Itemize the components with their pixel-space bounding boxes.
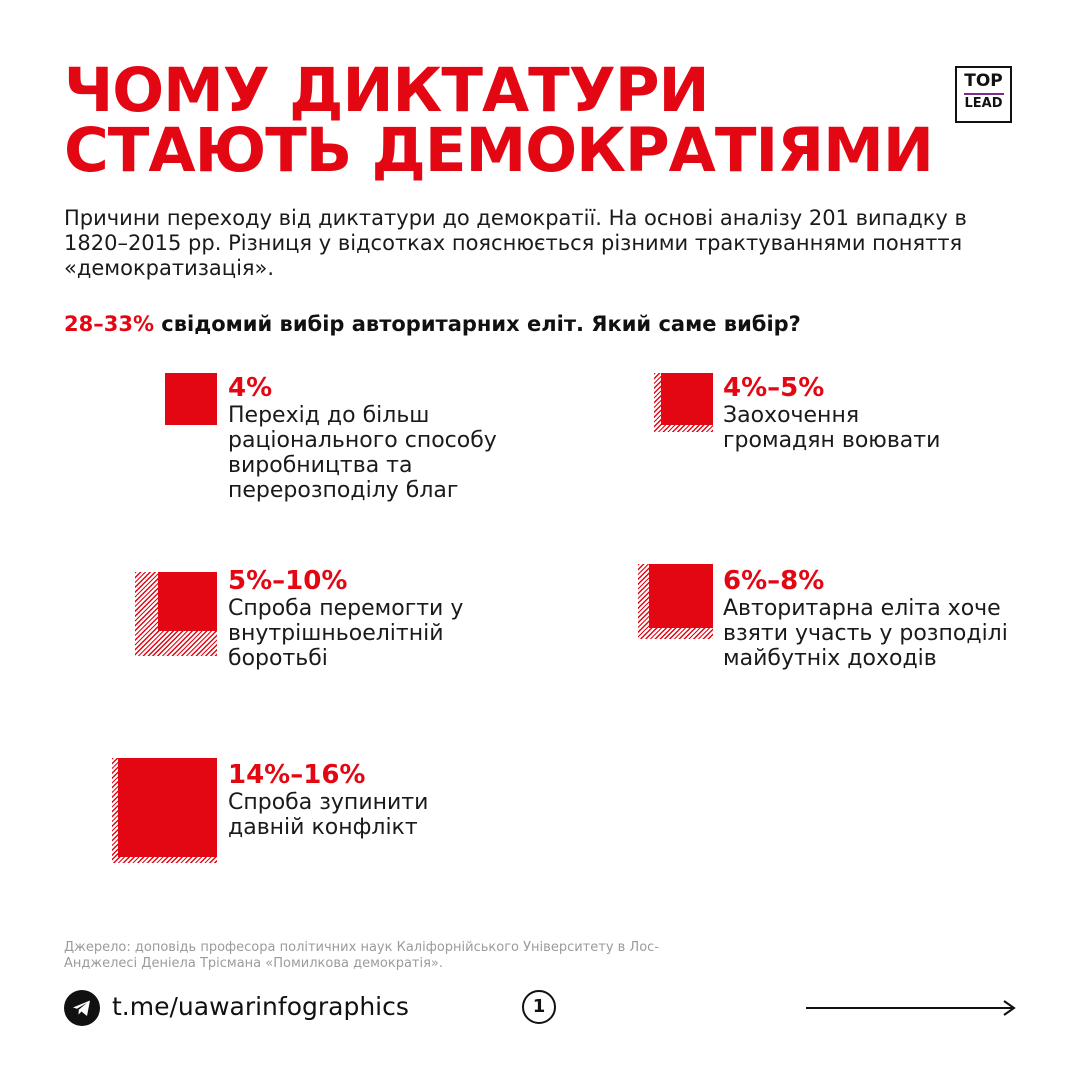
item-5-square-fill xyxy=(118,758,217,857)
intro-text: Причини переходу від диктатури до демократії. На основі аналізу 201 випадку в 1820–2015 рр. Різниця у відсотках пояснюється різними трактуваннями поняття «демократизація». xyxy=(64,206,967,280)
item-4-square-fill xyxy=(649,564,713,628)
telegram-icon[interactable] xyxy=(64,990,100,1026)
item-1-text: Перехід до більш раціонального способу виробництва та перерозподілу благ xyxy=(228,403,497,503)
item-5-text: Спроба зупинити давній конфлікт xyxy=(228,790,429,840)
item-4-square xyxy=(638,564,713,639)
item-1-percent: 4% xyxy=(228,373,273,403)
telegram-channel-link[interactable]: t.me/uawarinfographics xyxy=(112,992,409,1021)
item-5-square xyxy=(112,758,217,863)
logo-top-text: TOP xyxy=(964,71,1003,91)
lead-percent: 28–33% xyxy=(64,312,154,336)
item-3-percent: 5%–10% xyxy=(228,566,348,596)
lead-text: свідомий вибір авторитарних еліт. Який саме вибір? xyxy=(154,312,801,336)
top-lead-logo xyxy=(955,66,1012,123)
item-2-square-fill xyxy=(661,373,713,425)
arrow-right-icon[interactable] xyxy=(806,998,1018,1018)
item-2-square xyxy=(654,373,713,432)
logo-bottom-text: LEAD xyxy=(964,96,1003,111)
page-title-line-1: ЧОМУ ДИКТАТУРИ xyxy=(64,55,709,126)
logo-divider xyxy=(964,93,1004,95)
item-2-text: Заохочення громадян воювати xyxy=(723,403,941,453)
item-3-square xyxy=(135,572,217,656)
page-title-line-2: СТАЮТЬ ДЕМОКРАТІЯМИ xyxy=(64,115,933,186)
item-5-percent: 14%–16% xyxy=(228,760,366,790)
item-3-square-fill xyxy=(158,572,217,631)
lead-line xyxy=(64,312,801,336)
item-2-percent: 4%–5% xyxy=(723,373,825,403)
item-3-text: Спроба перемогти у внутрішньоелітній боротьбі xyxy=(228,596,464,671)
item-1-square-fill xyxy=(165,373,217,425)
source-note: Джерело: доповідь професора політичних наук Каліфорнійського Університету в Лос-Анджелесі Деніела Трісмана «Помилкова демократія». xyxy=(64,940,660,971)
page-number: 1 xyxy=(522,990,556,1024)
item-4-text: Авторитарна еліта хоче взяти участь у розподілі майбутніх доходів xyxy=(723,596,1008,671)
item-4-percent: 6%–8% xyxy=(723,566,825,596)
item-1-square xyxy=(165,373,217,425)
